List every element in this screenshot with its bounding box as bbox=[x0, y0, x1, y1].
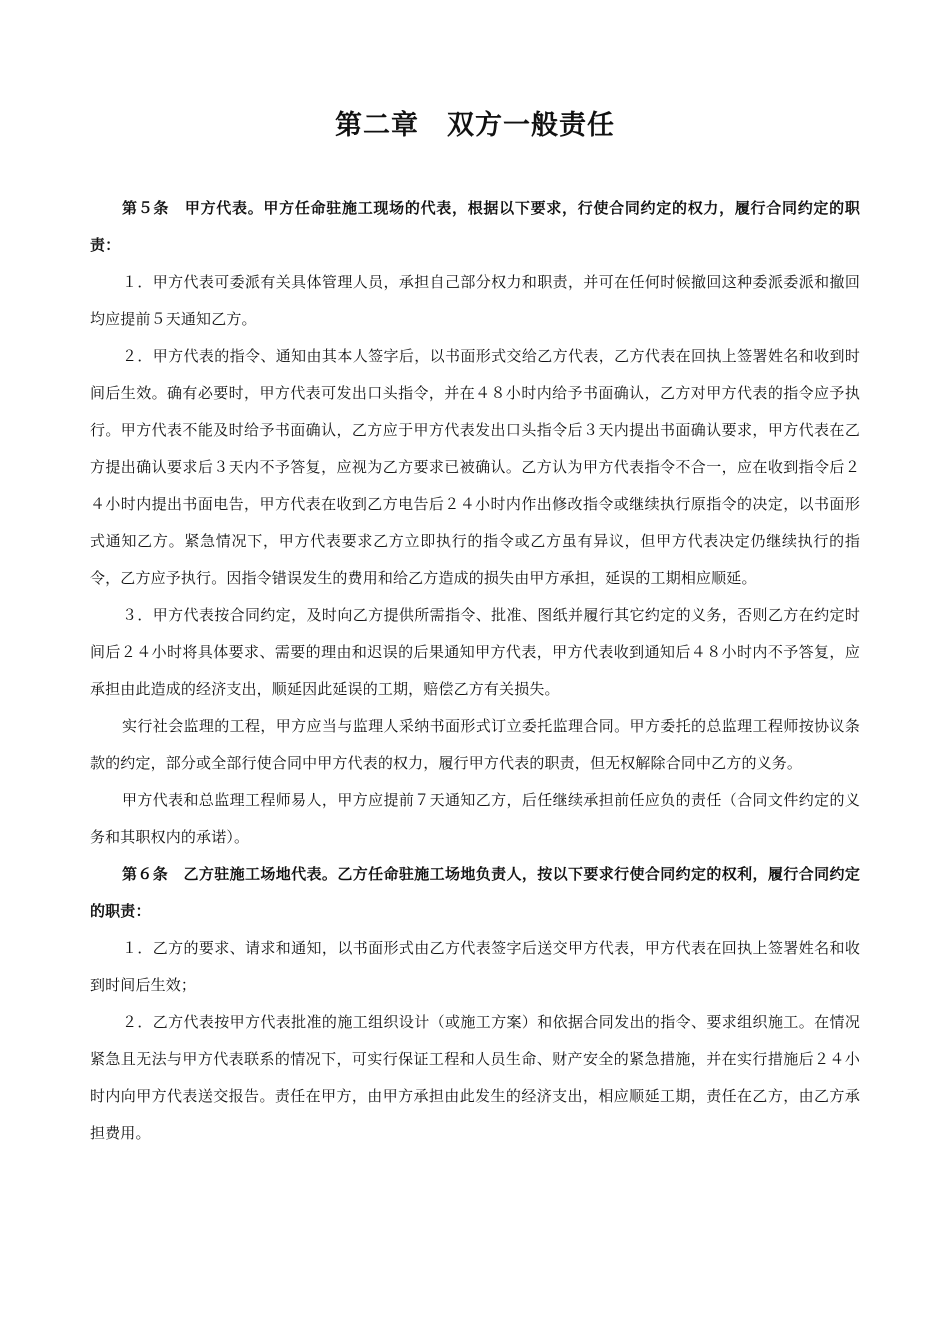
representative-change-paragraph: 甲方代表和总监理工程师易人，甲方应提前７天通知乙方，后任继续承担前任应负的责任（合同文件约定的义务和其职权内的承诺）。 bbox=[90, 791, 860, 846]
document-page bbox=[90, 0, 860, 1152]
article-5-clause-3: ３．甲方代表按合同约定，及时向乙方提供所需指令、批准、图纸并履行其它约定的义务，否则乙方在约定时间后２４小时将具体要求、需要的理由和迟误的后果通知甲方代表，甲方代表收到通知后４８小时内不予答复，应承担由此造成的经济支出，顺延因此延误的工期，赔偿乙方有关损失。 bbox=[90, 606, 860, 698]
supervision-paragraph: 实行社会监理的工程，甲方应当与监理人采纳书面形式订立委托监理合同。甲方委托的总监理工程师按协议条款的约定，部分或全部行使合同中甲方代表的权力，履行甲方代表的职责，但无权解除合同中乙方的义务。 bbox=[90, 717, 860, 772]
chapter-title: 第二章 双方一般责任 bbox=[335, 110, 615, 141]
article-5-heading: 第５条 甲方代表。甲方任命驻施工现场的代表，根据以下要求，行使合同约定的权力，履行合同约定的职责： bbox=[90, 199, 860, 254]
document-body bbox=[90, 190, 860, 1152]
article-5-clause-1: １．甲方代表可委派有关具体管理人员，承担自己部分权力和职责，并可在任何时候撤回这种委派委派和撤回均应提前５天通知乙方。 bbox=[90, 273, 860, 328]
article-5-clause-2: ２．甲方代表的指令、通知由其本人签字后，以书面形式交给乙方代表，乙方代表在回执上签署姓名和收到时间后生效。确有必要时，甲方代表可发出口头指令，并在４８小时内给予书面确认，乙方对甲方代表的指令应予执行。甲方代表不能及时给予书面确认，乙方应于甲方代表发出口头指令后３天内提出书面确认要求，甲方代表在乙方提出确认要求后３天内不予答复，应视为乙方要求已被确认。乙方认为甲方代表指令不合一，应在收到指令后２４小时内提出书面电告，甲方代表在收到乙方电告后２４小时内作出修改指令或继续执行原指令的决定，以书面形式通知乙方。紧急情况下，甲方代表要求乙方立即执行的指令或乙方虽有异议，但甲方代表决定仍继续执行的指令，乙方应予执行。因指令错误发生的费用和给乙方造成的损失由甲方承担，延误的工期相应顺延。 bbox=[90, 347, 860, 587]
article-6-clause-1: １．乙方的要求、请求和通知，以书面形式由乙方代表签字后送交甲方代表，甲方代表在回执上签署姓名和收到时间后生效； bbox=[90, 939, 860, 994]
article-6-heading: 第６条 乙方驻施工场地代表。乙方任命驻施工场地负责人，按以下要求行使合同约定的权利，履行合同约定的职责： bbox=[90, 865, 860, 920]
article-6-clause-2: ２．乙方代表按甲方代表批准的施工组织设计（或施工方案）和依据合同发出的指令、要求组织施工。在情况紧急且无法与甲方代表联系的情况下，可实行保证工程和人员生命、财产安全的紧急措施，并在实行措施后２４小时内向甲方代表送交报告。责任在甲方，由甲方承担由此发生的经济支出，相应顺延工期，责任在乙方，由乙方承担费用。 bbox=[90, 1013, 860, 1142]
